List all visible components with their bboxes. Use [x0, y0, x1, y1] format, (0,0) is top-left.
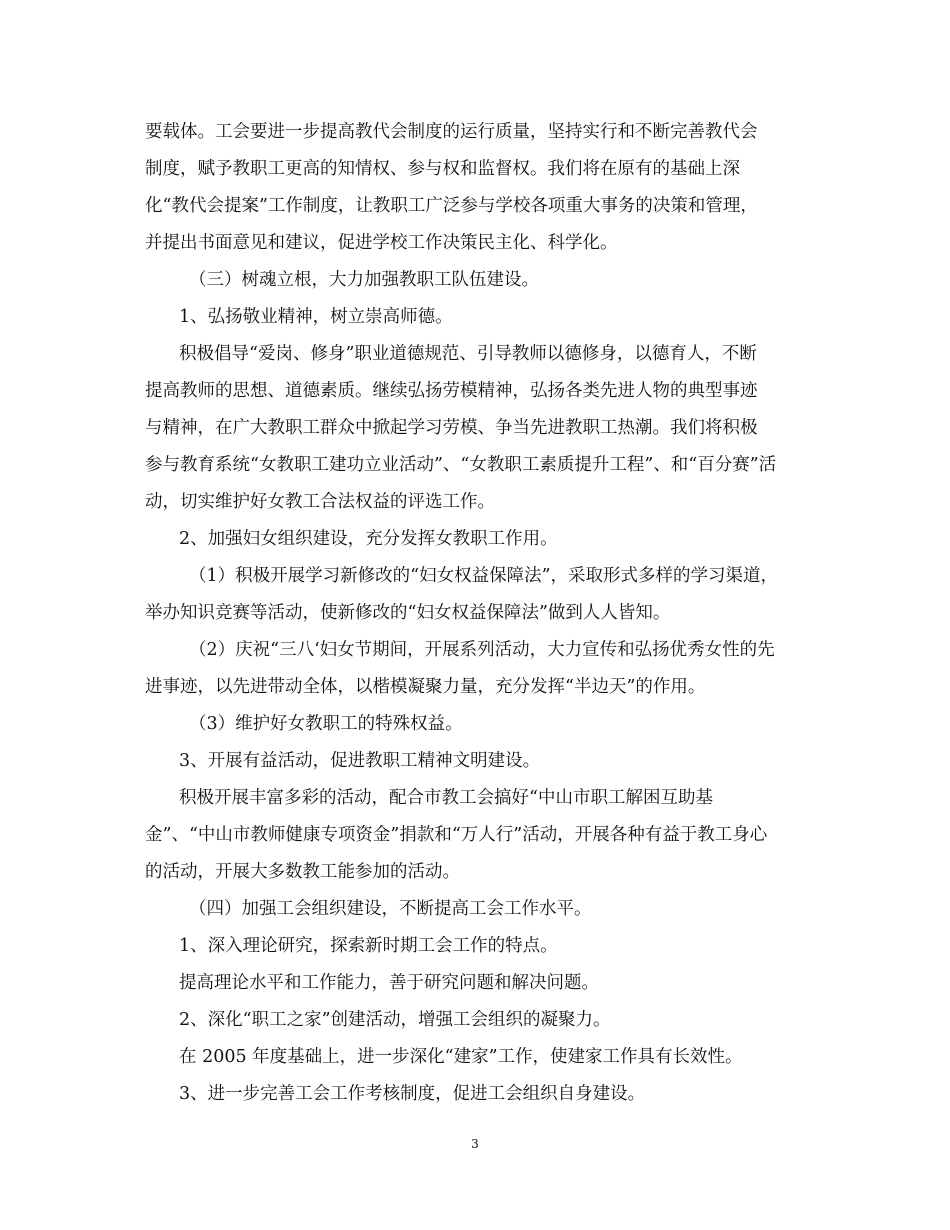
paragraph-line: 与精神，在广大教职工群众中掀起学习劳模、争当先进教职工热潮。我们将积极	[145, 418, 758, 438]
paragraph-line: 积极倡导“爱岗、修身”职业道德规范、引导教师以德修身，以德育人，不断	[179, 344, 757, 364]
paragraph-line: 举办知识竞赛等活动，使新修改的“妇女权益保障法”做到人人皆知。	[145, 603, 671, 623]
paragraph-line: 动，切实维护好女教工合法权益的评选工作。	[145, 492, 495, 512]
paragraph-line: 并提出书面意见和建议，促进学校工作决策民主化、科学化。	[145, 233, 618, 253]
paragraph-line: 金”、“中山市教师健康专项资金”捐款和“万人行”活动，开展各种有益于教工身心	[145, 825, 768, 845]
paragraph-line: 进事迹，以先进带动全体，以楷模凝聚力量，充分发挥“半边天”的作用。	[145, 677, 706, 697]
paragraph-line: 积极开展丰富多彩的活动，配合市教工会搞好“中山市职工解困互助基	[179, 788, 713, 808]
paragraph-line: 在 2005 年度基础上，进一步深化“建家”工作，使建家工作具有长效性。	[179, 1047, 743, 1067]
page-number: 3	[471, 1137, 479, 1151]
list-item: （2）庆祝“三八‘妇女节期间，开展系列活动，大力宣传和弘扬优秀女性的先	[189, 640, 775, 660]
subsection-heading: 2、深化“职工之家”创建活动，增强工会组织的凝聚力。	[179, 1010, 611, 1030]
section-heading: （四）加强工会组织建设，不断提高工会工作水平。	[189, 899, 592, 919]
paragraph-line: 化“教代会提案”工作制度，让教职工广泛参与学校各项重大事务的决策和管理，	[145, 196, 758, 216]
subsection-heading: 3、进一步完善工会工作考核制度，促进工会组织自身建设。	[179, 1084, 646, 1104]
paragraph-line: 的活动，开展大多数教工能参加的活动。	[145, 862, 460, 882]
subsection-heading: 2、加强妇女组织建设，充分发挥女教职工作用。	[179, 529, 558, 549]
list-item: （1）积极开展学习新修改的“妇女权益保障法”，采取形式多样的学习渠道，	[189, 566, 779, 586]
subsection-heading: 1、弘扬敬业精神，树立崇高师德。	[179, 307, 453, 327]
paragraph-line: 提高教师的思想、道德素质。继续弘扬劳模精神，弘扬各类先进人物的典型事迹	[145, 381, 758, 401]
paragraph-line: 要载体。工会要进一步提高教代会制度的运行质量，坚持实行和不断完善教代会	[145, 122, 758, 142]
subsection-heading: 1、深入理论研究，探索新时期工会工作的特点。	[179, 936, 558, 956]
paragraph-line: 提高理论水平和工作能力，善于研究问题和解决问题。	[179, 973, 599, 993]
section-heading: （三）树魂立根，大力加强教职工队伍建设。	[189, 270, 539, 290]
subsection-heading: 3、开展有益活动，促进教职工精神文明建设。	[179, 751, 541, 771]
paragraph-line: 制度，赋予教职工更高的知情权、参与权和监督权。我们将在原有的基础上深	[145, 159, 740, 179]
list-item: （3）维护好女教职工的特殊权益。	[189, 714, 463, 734]
paragraph-line: 参与教育系统“女教职工建功立业活动”、“女教职工素质提升工程”、和“百分赛”活	[145, 455, 777, 475]
